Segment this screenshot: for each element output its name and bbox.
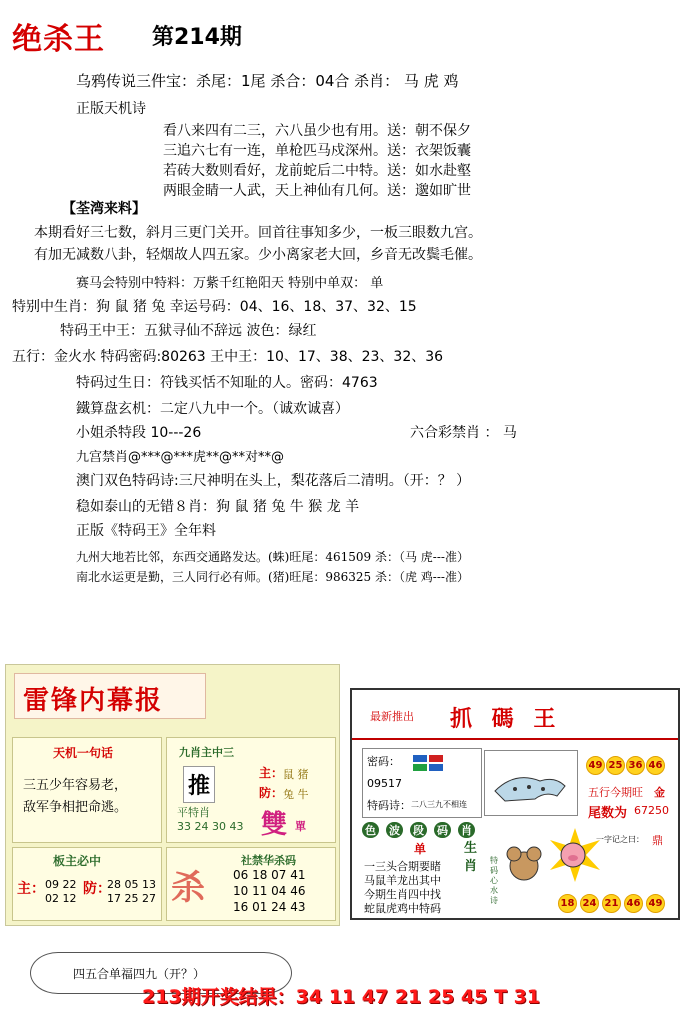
- leopard-icon: [484, 750, 578, 816]
- tianji-text: 敌军争相把命逃。: [23, 800, 128, 815]
- number-ball: 49: [646, 894, 665, 913]
- zhu-value: 鼠 猪: [283, 768, 309, 781]
- tianji-label: 天机一句话: [53, 746, 114, 760]
- zhu-label: 主：: [259, 766, 284, 780]
- wuxing-label: 五行今期旺: [588, 786, 643, 799]
- jiuzhou-line: 九州大地若比邻，东西交通路发达。(蛛)旺尾：461509 杀：（马 虎---准）: [76, 550, 469, 564]
- cloud-text: 四五合单福四九（开？）: [73, 967, 206, 981]
- yizi-value: 鼎: [652, 834, 663, 847]
- section-tag: 【荃湾来料】: [62, 201, 146, 217]
- jiugong-line: 九宫禁肖@***@***虎**@**对**@: [76, 450, 285, 465]
- number-ball: 24: [580, 894, 599, 913]
- zhengban-line: 正版《特码王》全年料: [76, 523, 216, 539]
- tag: 色: [362, 822, 379, 838]
- paragraph-line: 本期看好三七数，斜月三更门关开。回首往事知多少，一板三眼数九宫。: [34, 225, 482, 241]
- number-ball: 46: [646, 756, 665, 775]
- leifeng-card: [5, 664, 340, 926]
- jingma-label: 特码心水诗: [490, 856, 498, 905]
- tags-row: [362, 822, 492, 840]
- number-ball: 18: [558, 894, 577, 913]
- shesha-row: 10 11 04 46: [233, 884, 306, 898]
- divider: [352, 738, 678, 740]
- mima-label: 密码：: [367, 755, 400, 768]
- zhu2-label: 主：: [17, 881, 45, 897]
- shesha-label: 社禁华杀码: [241, 854, 296, 867]
- dan-value: 单: [414, 842, 427, 856]
- issue-number: 第214期: [152, 25, 242, 50]
- xiaojie-line: 小姐杀特段 10---26: [76, 425, 202, 441]
- number-ball: 49: [586, 756, 605, 775]
- mima-box: [362, 748, 482, 818]
- jiuxiao-label: 九肖主中三: [179, 746, 234, 759]
- wuxing-value: 金: [654, 786, 665, 799]
- mima-value: 09517: [367, 777, 402, 790]
- paragraph-line: 有加无减数八卦，轻烟故人四五家。少小离家老大回，乡音无改鬓毛催。: [34, 247, 482, 263]
- tag: 肖: [458, 822, 475, 838]
- jiuxiao-box: [166, 737, 336, 843]
- rhyme-line: 今期生肖四中找: [364, 888, 441, 901]
- fang2-nums: 17 25 27: [107, 892, 156, 905]
- tianji-title: 正版天机诗: [76, 101, 146, 117]
- tema-label: 特码诗：: [367, 799, 411, 812]
- poem-line: 若砖大数则看好，龙前蛇后二中特。送：如水赴壑: [163, 163, 471, 179]
- wentai-line: 稳如泰山的无错８肖：狗 鼠 猪 兔 牛 猴 龙 羊: [76, 499, 360, 515]
- liuhecai-line: 六合彩禁肖 ： 马: [410, 425, 517, 441]
- number-ball: 46: [624, 894, 643, 913]
- pingte-label: 平特肖: [177, 806, 210, 819]
- nanbei-line: 南北水运更是勤，三人同行必有师。(猪)旺尾：986325 杀：（虎 鸡---准）: [76, 570, 469, 584]
- tema-value: 二八三九不相连: [411, 800, 467, 809]
- tebie-shengxiao-line: 特别中生肖：狗 鼠 猪 兔 幸运号码：04、16、18、37、32、15: [12, 299, 417, 315]
- sha-char: 杀: [171, 868, 205, 908]
- saima-line: 赛马会特别中特料：万紫千红艳阳天 特别中单双： 单: [76, 276, 384, 291]
- zhu2-nums: 09 22: [45, 878, 77, 891]
- number-ball: 21: [602, 894, 621, 913]
- fang-label: 防：: [259, 786, 284, 800]
- fang2-nums: 28 05 13: [107, 878, 156, 891]
- number-ball: 36: [626, 756, 645, 775]
- poem-line: 两眼金睛一人武，天上神仙有几何。送：邈如旷世: [163, 183, 471, 199]
- number-ball: 25: [606, 756, 625, 775]
- wuya-line: 乌鸦传说三件宝：杀尾：1尾 杀合：04合 杀肖： 马 虎 鸡: [76, 72, 459, 90]
- fang2-label: 防：: [83, 881, 111, 897]
- shesha-box: [166, 847, 336, 921]
- zhu2-nums: 02 12: [45, 892, 77, 905]
- fang-value: 兔 牛: [283, 788, 309, 801]
- card-title: 雷锋内幕报: [23, 686, 164, 716]
- wuxing-line: 五行：金火水 特码密码:80263 王中王：10、17、38、23、32、36: [12, 349, 444, 365]
- weishu-label: 尾数为: [588, 806, 628, 821]
- poem-line: 看八来四有二三，六八虽少也有用。送：朝不保夕: [163, 123, 471, 139]
- tui-char: 推: [183, 766, 215, 803]
- shuang-char: 雙: [261, 810, 288, 840]
- tiesuan-line: 鐵算盘玄机：二定八九中一个。（诚欢诚喜）: [76, 401, 349, 417]
- tianji-box: [12, 737, 162, 843]
- yizi-label: 一字记之曰：: [596, 835, 644, 844]
- new-tag: 最新推出: [370, 710, 414, 723]
- shengxiao-label: 生肖: [464, 841, 478, 874]
- weishu-value: 67250: [634, 804, 669, 817]
- cartoon-pig-icon: [556, 840, 590, 870]
- rhyme-line: 蛇鼠虎鸡中特码: [364, 902, 441, 915]
- rhyme-line: 马鼠羊龙出其中: [364, 874, 441, 887]
- zhuamawang-card: [350, 688, 680, 920]
- draw-result: 213期开奖结果：34 11 47 21 25 45 T 31: [142, 986, 541, 1008]
- pingte-nums: 33 24 30 43: [177, 820, 244, 833]
- shesha-row: 06 18 07 41: [233, 868, 306, 882]
- dan-char: 單: [295, 820, 306, 833]
- tag: 段: [410, 822, 427, 838]
- shengri-line: 特码过生日：符钱买恬不知耻的人。密码：4763: [76, 375, 378, 391]
- brand-logo: 绝杀王: [12, 22, 105, 57]
- aomen-line: 澳门双色特码诗:三尺神明在头上，梨花落后二清明。（开：？ ）: [76, 473, 471, 489]
- rhyme-line: 一三头合期要睹: [364, 860, 441, 873]
- card-title: 抓 碼 王: [450, 706, 562, 732]
- temawang-line: 特码王中王：五狱寻仙不辞远 波色：绿红: [60, 323, 317, 339]
- card-title-box: [14, 673, 206, 719]
- tag: 码: [434, 822, 451, 838]
- tianji-text: 三五少年容易老，: [23, 778, 128, 793]
- banzhu-label: 板主必中: [53, 854, 102, 868]
- logo-icon: [413, 755, 443, 771]
- tag: 波: [386, 822, 403, 838]
- banzhu-box: [12, 847, 162, 921]
- shesha-row: 16 01 24 43: [233, 900, 306, 914]
- cartoon-mouse-icon: [502, 844, 546, 884]
- poem-line: 三追六七有一连，单枪匹马戍深州。送：衣架饭囊: [163, 143, 471, 159]
